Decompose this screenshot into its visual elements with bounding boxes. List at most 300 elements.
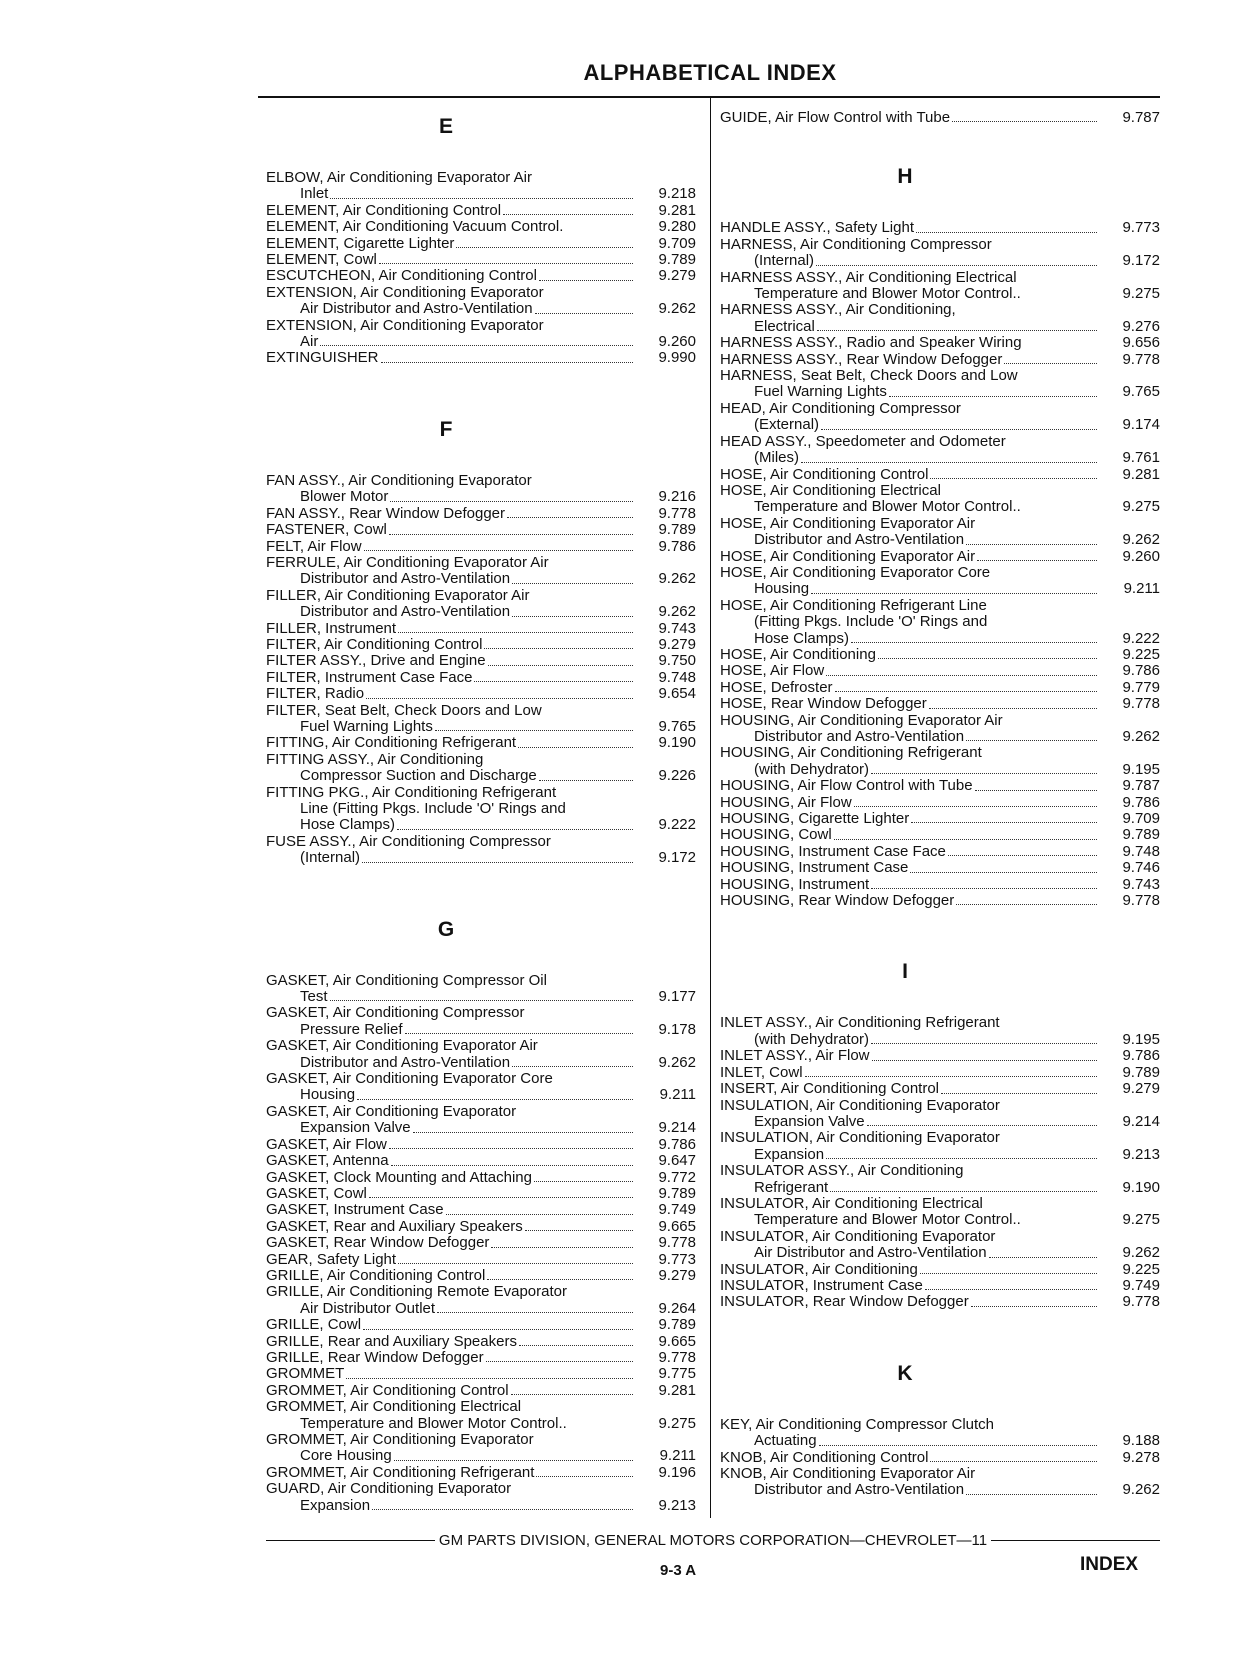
entry-text: Core Housing [300, 1447, 392, 1465]
index-section [266, 413, 696, 867]
section-label: INDEX [1080, 1554, 1139, 1575]
dot-leader [518, 747, 633, 748]
entry-text: KNOB, Air Conditioning Control [720, 1448, 929, 1466]
index-entry [266, 1186, 696, 1202]
entry-ref-number: 9.214 [658, 1119, 696, 1137]
entry-text: HOSE, Air Conditioning Evaporator Air [720, 547, 976, 565]
entry-ref-number: 9.264 [658, 1299, 696, 1317]
entry-text: GUIDE, Air Flow Control with Tube [720, 109, 951, 126]
dot-leader [391, 1165, 633, 1166]
entry-list [266, 170, 696, 367]
index-entry [266, 1366, 696, 1382]
index-entry [266, 588, 696, 621]
entry-ref-number: 9.281 [658, 1381, 696, 1399]
index-entry [266, 752, 696, 785]
entry-ref-number: 9.786 [1122, 1047, 1160, 1065]
entry-list [720, 220, 1160, 909]
dot-leader [826, 1158, 1097, 1159]
entry-ref-number: 9.222 [658, 816, 696, 834]
index-entry [266, 285, 696, 318]
index-section [720, 955, 1160, 1310]
entry-ref-number: 9.216 [658, 488, 696, 506]
index-entry [720, 1130, 1160, 1163]
entry-text: HOUSING, Instrument Case Face [720, 842, 946, 860]
entry-ref-number: 9.188 [1122, 1432, 1160, 1450]
footer-text: GM PARTS DIVISION, GENERAL MOTORS CORPORATION—CHEVROLET—11 [438, 1532, 988, 1549]
entry-text: (External) [754, 416, 820, 434]
entry-text: Expansion Valve [300, 1119, 411, 1137]
index-entry [266, 686, 696, 702]
entry-ref-number: 9.656 [1122, 334, 1160, 352]
page-number: 9-3 A [660, 1562, 697, 1579]
index-section [720, 110, 1160, 126]
entry-text: Refrigerant [754, 1178, 829, 1196]
entry-list [720, 1015, 1160, 1310]
entry-list [266, 473, 696, 867]
entry-text: GRILLE, Rear Window Defogger [266, 1348, 484, 1366]
entry-text: Fuel Warning Lights [300, 717, 433, 735]
dot-leader [389, 534, 633, 535]
entry-text: Air Distributor and Astro-Ventilation [754, 1244, 987, 1262]
entry-ref-number: 9.281 [658, 201, 696, 219]
dot-leader [330, 1000, 633, 1001]
entry-ref-number: 9.778 [1122, 350, 1160, 368]
index-entry [720, 844, 1160, 860]
dot-leader [830, 1191, 1097, 1192]
index-entry [266, 506, 696, 522]
index-entry [266, 555, 696, 588]
entry-ref-number: 9.789 [1122, 826, 1160, 844]
entry-ref-number: 9.211 [659, 1086, 696, 1104]
index-entry [266, 539, 696, 555]
index-entry [720, 745, 1160, 778]
entry-text: GRILLE, Air Conditioning Control [266, 1266, 486, 1284]
index-entry [266, 1005, 696, 1038]
dot-leader [369, 1197, 633, 1198]
index-entry [720, 860, 1160, 876]
entry-ref-number: 9.279 [1122, 1080, 1160, 1098]
entry-ref-number: 9.786 [658, 1135, 696, 1153]
dot-leader [871, 773, 1097, 774]
entry-ref-number: 9.773 [1122, 219, 1160, 237]
entry-ref-number: 9.172 [658, 849, 696, 867]
dot-leader [456, 247, 633, 248]
entry-text: Distributor and Astro-Ventilation [754, 1481, 965, 1499]
entry-text: GASKET, Rear Window Defogger [266, 1234, 490, 1252]
entry-text: Compressor Suction and Discharge [300, 767, 537, 785]
index-entry [720, 467, 1160, 483]
dot-leader [1004, 363, 1097, 364]
index-entry [720, 516, 1160, 549]
entry-text: HOUSING, Cigarette Lighter [720, 810, 910, 828]
index-entry [266, 1252, 696, 1268]
index-entry [720, 1229, 1160, 1262]
index-entry [266, 203, 696, 219]
index-entry [266, 236, 696, 252]
entry-ref-number: 9.262 [1122, 728, 1160, 745]
dot-leader [511, 1394, 633, 1395]
index-entry [266, 1235, 696, 1251]
entry-ref-number: 9.750 [658, 652, 696, 670]
entry-ref-number: 9.990 [658, 349, 696, 367]
entry-text: INLET ASSY., Air Flow [720, 1047, 870, 1065]
entry-text: FILTER, Air Conditioning Control [266, 635, 483, 653]
dot-leader [989, 1257, 1097, 1258]
entry-text: HOUSING, Air Flow Control with Tube [720, 777, 973, 795]
entry-ref-number: 9.778 [1122, 1293, 1160, 1311]
index-section [720, 160, 1160, 909]
dot-leader [512, 583, 633, 584]
entry-text: FILTER, Instrument Case Face [266, 668, 473, 686]
dot-leader [867, 1125, 1097, 1126]
entry-text: ELEMENT, Cowl [266, 251, 377, 269]
dot-leader [487, 1279, 633, 1280]
section-letter: E [438, 115, 453, 138]
entry-text: GRILLE, Rear and Auxiliary Speakers [266, 1332, 517, 1350]
entry-text: (with Dehydrator) [754, 1030, 870, 1048]
entry-list [720, 1417, 1160, 1499]
index-entry [266, 252, 696, 268]
entry-ref-number: 9.654 [658, 685, 696, 703]
entry-text: (Internal) [300, 849, 361, 867]
index-entry [720, 1278, 1160, 1294]
entry-text: INSULATION, Air Conditioning Evaporator [720, 1129, 1000, 1147]
dot-leader [930, 478, 1097, 479]
entry-text: Air Distributor and Astro-Ventilation [300, 300, 533, 318]
entry-text: Housing [754, 580, 810, 598]
index-entry [266, 1317, 696, 1333]
dot-leader [366, 698, 633, 699]
entry-ref-number: 9.773 [658, 1250, 696, 1268]
entry-ref-number: 9.746 [1122, 859, 1160, 877]
index-entry [720, 1417, 1160, 1450]
dot-leader [966, 740, 1097, 741]
entry-text: HOUSING, Cowl [720, 826, 832, 844]
entry-text: GASKET, Clock Mounting and Attaching [266, 1168, 532, 1186]
index-entry [720, 368, 1160, 401]
entry-ref-number: 9.172 [1122, 252, 1160, 270]
dot-leader [930, 1461, 1097, 1462]
section-letter: H [897, 165, 913, 189]
entry-ref-number: 9.280 [658, 218, 696, 236]
entry-ref-number: 9.275 [1122, 1211, 1160, 1229]
dot-leader [871, 1043, 1097, 1044]
index-section [720, 1357, 1160, 1499]
entry-ref-number: 9.786 [1122, 793, 1160, 811]
entry-text: Temperature and Blower Motor Control.. [300, 1414, 567, 1432]
index-entry [720, 352, 1160, 368]
dot-leader [405, 1033, 633, 1034]
entry-text: FILTER, Seat Belt, Check Doors and Low [266, 701, 542, 719]
dot-leader [854, 806, 1097, 807]
entry-ref-number: 9.262 [658, 1053, 696, 1071]
entry-text: HOSE, Air Conditioning Refrigerant Line [720, 596, 987, 614]
entry-ref-number: 9.174 [1122, 416, 1160, 434]
footer [266, 1532, 1160, 1549]
entry-text: Actuating [754, 1432, 817, 1450]
dot-leader [381, 362, 633, 363]
entry-text: HOSE, Air Flow [720, 662, 825, 680]
dot-leader [536, 1476, 633, 1477]
entry-ref-number: 9.260 [1122, 547, 1160, 565]
entry-text: Expansion [300, 1496, 371, 1514]
entry-text: Electrical [754, 317, 815, 335]
entry-ref-number: 9.276 [1122, 317, 1160, 335]
index-entry [266, 1465, 696, 1481]
entry-text: Pressure Relief [300, 1020, 403, 1038]
index-entry [266, 1153, 696, 1169]
dot-leader [372, 1509, 633, 1510]
entry-ref-number: 9.222 [1122, 629, 1160, 647]
entry-ref-number: 9.748 [1122, 842, 1160, 860]
entry-text: FAN ASSY., Rear Window Defogger [266, 504, 506, 522]
entry-ref-number: 9.778 [1122, 892, 1160, 910]
entry-ref-number: 9.196 [658, 1463, 696, 1481]
entry-ref-number: 9.772 [658, 1168, 696, 1186]
entry-ref-number: 9.190 [658, 734, 696, 752]
entry-ref-number: 9.789 [658, 1316, 696, 1334]
index-entry [720, 1196, 1160, 1229]
entry-ref-number: 9.665 [658, 1332, 696, 1350]
entry-text: HARNESS ASSY., Air Conditioning, [720, 301, 956, 319]
entry-ref-number: 9.665 [658, 1217, 696, 1235]
index-entry [266, 1071, 696, 1104]
index-entry [266, 621, 696, 637]
dot-leader [925, 1289, 1097, 1290]
entry-ref-number: 9.213 [1122, 1145, 1160, 1163]
index-entry [266, 1038, 696, 1071]
index-entry [720, 713, 1160, 746]
entry-ref-number: 9.262 [1122, 1244, 1160, 1262]
entry-text: INSULATOR, Air Conditioning [720, 1260, 918, 1278]
entry-text: INSULATOR ASSY., Air Conditioning [720, 1162, 964, 1180]
index-entry [266, 653, 696, 669]
index-entry [720, 434, 1160, 467]
entry-text: Hose Clamps) [754, 629, 850, 647]
entry-text: GUARD, Air Conditioning Evaporator [266, 1480, 512, 1498]
entry-ref-number: 9.262 [1122, 531, 1160, 549]
entry-text: HOSE, Air Conditioning Electrical [720, 481, 941, 499]
entry-text: GASKET, Rear and Auxiliary Speakers [266, 1217, 523, 1235]
dot-leader [889, 396, 1097, 397]
entry-text: EXTENSION, Air Conditioning Evaporator [266, 283, 544, 301]
entry-ref-number: 9.786 [658, 537, 696, 555]
index-entry [266, 1399, 696, 1432]
index-entry [266, 670, 696, 686]
dot-leader [474, 681, 633, 682]
page-title: ALPHABETICAL INDEX [583, 60, 837, 85]
entry-text: HARNESS ASSY., Air Conditioning Electrical [720, 268, 1017, 286]
entry-text: HOSE, Air Conditioning Evaporator Air [720, 514, 976, 532]
entry-ref-number: 9.787 [1122, 777, 1160, 795]
entry-text: Temperature and Blower Motor Control.. [754, 1211, 1021, 1229]
entry-text: FILLER, Instrument [266, 619, 397, 637]
entry-ref-number: 9.218 [658, 185, 696, 203]
entry-text: Expansion [754, 1145, 825, 1163]
entry-text: FUSE ASSY., Air Conditioning Compressor [266, 832, 551, 850]
entry-text: HARNESS, Air Conditioning Compressor [720, 235, 992, 253]
index-entry [720, 1065, 1160, 1081]
entry-ref-number: 9.778 [658, 504, 696, 522]
entry-ref-number: 9.789 [658, 251, 696, 269]
dot-leader [911, 822, 1097, 823]
index-entry [266, 703, 696, 736]
dot-leader [948, 855, 1097, 856]
index-entry [720, 877, 1160, 893]
entry-text: INSULATOR, Air Conditioning Evaporator [720, 1227, 996, 1245]
index-entry [720, 1450, 1160, 1466]
entry-text: HOSE, Air Conditioning Evaporator Core [720, 563, 991, 581]
index-entry [720, 110, 1160, 126]
title-rule [258, 96, 1160, 98]
dot-leader [871, 888, 1097, 889]
entry-text: GASKET, Air Conditioning Compressor Oil [266, 971, 547, 989]
entry-ref-number: 9.789 [1122, 1063, 1160, 1081]
entry-ref-number: 9.281 [1122, 465, 1160, 483]
entry-text: GROMMET, Air Conditioning Refrigerant [266, 1463, 535, 1481]
entry-ref-number: 9.279 [658, 267, 696, 285]
dot-leader [539, 780, 633, 781]
index-entry [720, 549, 1160, 565]
entry-ref-number: 9.178 [658, 1020, 696, 1038]
dot-leader [413, 1132, 633, 1133]
footer-rule-left [266, 1540, 435, 1541]
index-entry [266, 1202, 696, 1218]
index-entry [720, 1098, 1160, 1131]
index-entry [720, 270, 1160, 303]
index-entry [720, 1163, 1160, 1196]
dot-leader [811, 593, 1097, 594]
dot-leader [851, 642, 1097, 643]
entry-ref-number: 9.213 [658, 1496, 696, 1514]
dot-leader [379, 263, 633, 264]
entry-ref-number: 9.275 [1122, 498, 1160, 516]
dot-leader [977, 560, 1097, 561]
entry-text: (Miles) [754, 449, 799, 467]
index-entry [266, 1104, 696, 1137]
entry-list [266, 973, 696, 1514]
dot-leader [816, 265, 1097, 266]
entry-ref-number: 9.177 [658, 988, 696, 1006]
entry-ref-number: 9.778 [1122, 695, 1160, 713]
index-entry [720, 565, 1160, 598]
dot-leader [956, 904, 1097, 905]
entry-text: HOSE, Air Conditioning [720, 645, 876, 663]
dot-leader [512, 1066, 633, 1067]
right-column [720, 110, 1160, 1545]
entry-ref-number: 9.778 [658, 1234, 696, 1252]
dot-leader [486, 1361, 633, 1362]
index-entry [266, 350, 696, 366]
entry-text: HOUSING, Air Conditioning Refrigerant [720, 744, 982, 762]
dot-leader [534, 1181, 633, 1182]
entry-text: GRILLE, Air Conditioning Remote Evaporator [266, 1283, 567, 1301]
index-entry [266, 1284, 696, 1317]
dot-leader [488, 665, 633, 666]
entry-text: Housing [300, 1086, 356, 1104]
entry-ref-number: 9.709 [1122, 810, 1160, 828]
entry-text: FELT, Air Flow [266, 537, 362, 555]
index-entry [720, 401, 1160, 434]
index-entry [720, 680, 1160, 696]
entry-ref-number: 9.778 [658, 1348, 696, 1366]
entry-ref-number: 9.226 [658, 767, 696, 785]
entry-text: EXTENSION, Air Conditioning Evaporator [266, 316, 544, 334]
entry-ref-number: 9.279 [658, 635, 696, 653]
dot-leader [364, 550, 633, 551]
dot-leader [389, 1148, 633, 1149]
entry-ref-number: 9.275 [658, 1414, 696, 1432]
dot-leader [330, 198, 633, 199]
index-section [266, 110, 696, 367]
entry-text: HOUSING, Instrument [720, 875, 870, 893]
entry-text: GROMMET [266, 1365, 345, 1383]
entry-text: INSULATION, Air Conditioning Evaporator [720, 1096, 1000, 1114]
entry-text: GASKET, Air Conditioning Evaporator [266, 1102, 517, 1120]
dot-leader [929, 708, 1097, 709]
entry-ref-number: 9.647 [658, 1152, 696, 1170]
dot-leader [394, 1460, 633, 1461]
entry-text: ELEMENT, Air Conditioning Vacuum Control. [266, 218, 564, 236]
entry-ref-number: 9.749 [658, 1201, 696, 1219]
entry-text: GROMMET, Air Conditioning Electrical [266, 1398, 522, 1416]
entry-text: (Fitting Pkgs. Include 'O' Rings and [754, 613, 988, 631]
index-entry [266, 1268, 696, 1284]
index-entry [720, 1048, 1160, 1064]
dot-leader [362, 862, 633, 863]
index-entry [720, 237, 1160, 270]
dot-leader [535, 313, 633, 314]
entry-text: Air Distributor Outlet [300, 1299, 436, 1317]
index-entry [720, 811, 1160, 827]
entry-text: Line (Fitting Pkgs. Include 'O' Rings and [300, 800, 566, 817]
entry-text: Temperature and Blower Motor Control.. [754, 498, 1021, 516]
entry-text: FITTING PKG., Air Conditioning Refrigerant [266, 783, 557, 801]
dot-leader [975, 790, 1097, 791]
dot-leader [966, 1494, 1097, 1495]
section-letter: I [902, 960, 908, 984]
entry-text: GASKET, Cowl [266, 1184, 367, 1202]
index-entry [266, 973, 696, 1006]
entry-text: GASKET, Instrument Case [266, 1201, 444, 1219]
entry-text: HEAD, Air Conditioning Compressor [720, 399, 961, 417]
entry-text: HOSE, Defroster [720, 678, 833, 696]
entry-ref-number: 9.190 [1122, 1178, 1160, 1196]
footer-rule-right [991, 1540, 1160, 1541]
index-entry [266, 1481, 696, 1514]
dot-leader [805, 1076, 1097, 1077]
index-entry [266, 834, 696, 867]
dot-leader [941, 1093, 1097, 1094]
entry-text: ELBOW, Air Conditioning Evaporator Air [266, 169, 532, 186]
entry-ref-number: 9.775 [658, 1365, 696, 1383]
entry-text: FITTING ASSY., Air Conditioning [266, 750, 484, 768]
entry-ref-number: 9.278 [1122, 1448, 1160, 1466]
entry-text: GEAR, Safety Light [266, 1250, 397, 1268]
entry-ref-number: 9.765 [1122, 383, 1160, 401]
dot-leader [397, 829, 633, 830]
entry-text: INLET, Cowl [720, 1063, 803, 1081]
entry-text: KNOB, Air Conditioning Evaporator Air [720, 1465, 976, 1482]
section-letter: G [437, 917, 455, 941]
entry-ref-number: 9.214 [1122, 1112, 1160, 1130]
entry-text: Hose Clamps) [300, 816, 396, 834]
entry-ref-number: 9.789 [658, 521, 696, 539]
index-entry [266, 1334, 696, 1350]
dot-leader [398, 632, 633, 633]
entry-text: KEY, Air Conditioning Compressor Clutch [720, 1415, 995, 1433]
entry-text: Distributor and Astro-Ventilation [300, 603, 511, 621]
